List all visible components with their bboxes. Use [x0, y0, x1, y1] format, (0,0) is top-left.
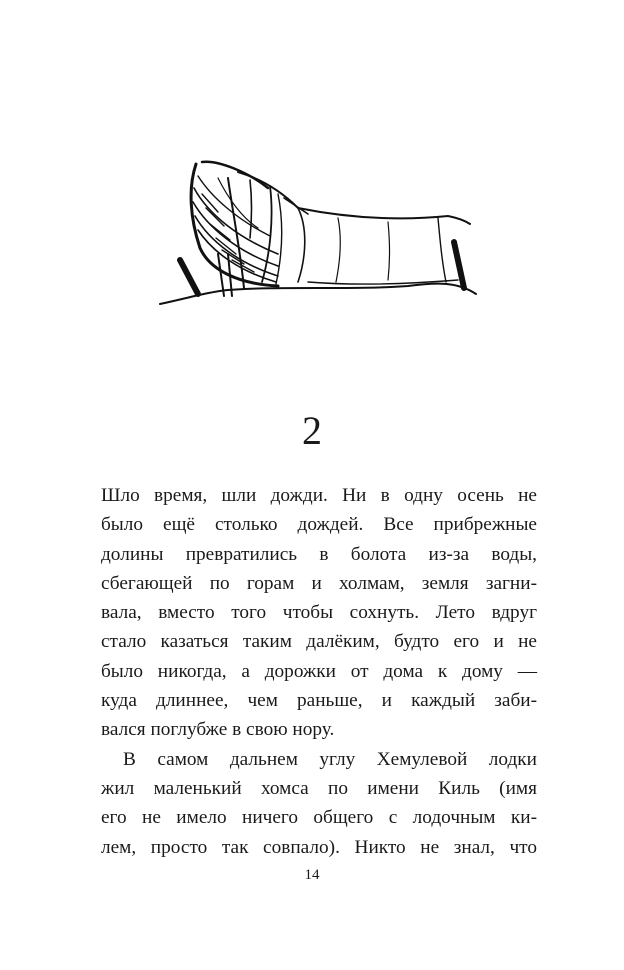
- text-line: В самом дальнем углу Хемулевой лодки: [123, 748, 537, 770]
- text-line: вала, вместо того чтобы сохнуть. Лето вдруг: [101, 602, 537, 624]
- text-line: сбегающей по горам и холмам, земля загни-: [101, 572, 537, 594]
- text-line: стало казаться таким далёким, будто его и не: [101, 631, 537, 653]
- page-number: 14: [304, 867, 320, 883]
- text-line: Шло время, шли дожди. Ни в одну осень не: [101, 485, 537, 506]
- body-text: [101, 481, 537, 862]
- text-line: жил маленький хомса по имени Киль (имя: [101, 777, 537, 799]
- text-line: его не имело ничего общего с лодочным ки-: [101, 807, 537, 829]
- chapter-number: 2: [302, 408, 322, 453]
- text-line: куда длиннее, чем раньше, и каждый заби-: [101, 690, 537, 712]
- text-line: было никогда, а дорожки от дома к дому —: [101, 660, 537, 682]
- text-line: вался поглубже в свою нору.: [101, 719, 335, 741]
- text-line: лем, просто так совпало). Никто не знал, что: [101, 836, 537, 858]
- text-line: было ещё столько дождей. Все прибрежные: [101, 514, 537, 536]
- boat-under-tarp-illustration: [158, 158, 478, 308]
- text-line: долины превратились в болота из-за воды,: [101, 543, 537, 565]
